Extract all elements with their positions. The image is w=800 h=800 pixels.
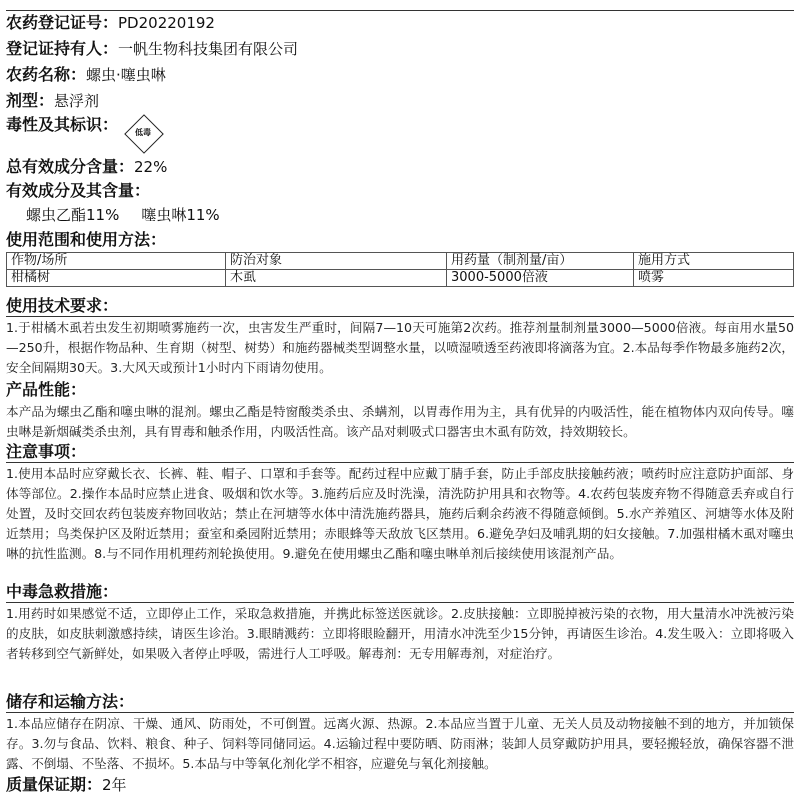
shelf-life-row — [6, 774, 127, 796]
section-divider — [6, 462, 794, 463]
cautions-title: 注意事项： — [6, 442, 87, 461]
name-label: 农药名称： — [6, 65, 87, 84]
table-header-cell: 用药量（制剂量/亩） — [447, 253, 634, 270]
storage-text: 1.本品应储存在阴凉、干燥、通风、防雨处，不可倒置。远离火源、热源。2.本品应当置于儿童、无关人员及动物接触不到的地方，并加锁保存。3.勿与食品、饮料、粮食、种子、饲料等同储同运。4.运输过程中要防晒、防雨淋；装卸人员穿戴防护用具，要轻搬轻放，确保容器不泄露、不倒塌、不坠落、不损坏。5.本品与中等氧化剂化学不相容，应避免与氧化剂接触。 — [6, 716, 794, 771]
registration-row — [6, 12, 215, 34]
ingredient-item: 噻虫啉11% — [141, 206, 220, 224]
usage-table — [6, 252, 794, 287]
usage-title: 使用范围和使用方法： — [6, 230, 167, 249]
registration-label: 农药登记证号： — [6, 13, 119, 32]
shelf-life-value: 2年 — [102, 776, 127, 794]
total-content-value: 22% — [134, 158, 168, 176]
performance-text: 本产品为螺虫乙酯和噻虫啉的混剂。螺虫乙酯是特窗酸类杀虫、杀螨剂，以胃毒作用为主，具有优异的内吸活性，能在植物体内双向传导。噻虫啉是新烟碱类杀虫剂，具有胃毒和触杀作用，内吸活性高。该产品对刺吸式口器害虫木虱有防效，持效期较长。 — [6, 404, 794, 439]
total-content-label: 总有效成分含量： — [6, 157, 135, 176]
top-divider — [6, 10, 794, 11]
section-divider — [6, 602, 794, 603]
formulation-label: 剂型： — [6, 91, 55, 110]
holder-label: 登记证持有人： — [6, 39, 119, 58]
performance-title: 产品性能： — [6, 380, 87, 399]
ingredients-row — [6, 180, 150, 202]
ingredients-list — [26, 204, 220, 226]
section-divider — [6, 712, 794, 713]
name-row — [6, 64, 166, 86]
cautions-text: 1.使用本品时应穿戴长衣、长裤、鞋、帽子、口罩和手套等。配药过程中应戴丁腈手套，防止手部皮肤接触药液；喷药时应注意防护面部、身体等部位。2.操作本品时应禁止进食、吸烟和饮水等。3.施药后应及时洗澡，清洗防护用具和衣物等。4.农药包装废弃物不得随意丢弃或自行处置，及时交回农药包装废弃物回收站；禁止在河塘等水体中清洗施药器具，施药后剩余药液不得随意倾倒。5.水产养殖区、河塘等水体及附近禁用；鸟类保护区及附近禁用；蚕室和桑园附近禁用；赤眼蜂等天敌放飞区禁用。6.避免孕妇及哺乳期的妇女接触。7.加强柑橘木虱对噻虫啉的抗性监测。8.与不同作用机理药剂轮换使用。9.避免在使用螺虫乙酯和噻虫啉单剂后接续使用该混剂产品。 — [6, 466, 794, 561]
table-header-row — [7, 253, 794, 270]
tech-text: 1.于柑橘木虱若虫发生初期喷雾施药一次，虫害发生严重时，间隔7—10天可施第2次药。推荐剂量制剂量3000—5000倍液。每亩用水量50—250升，根据作物品种、生育期（树型、树势）和施药器械类型调整水量，以喷湿喷透至药液即将滴落为宜。2.本品每季作物最多施药2次，安全间隔期30天。3.大风天或预计1小时内下雨请勿使用。 — [6, 320, 794, 375]
firstaid-text: 1.用药时如果感觉不适，立即停止工作，采取急救措施，并携此标签送医就诊。2.皮肤接触：立即脱掉被污染的衣物，用大量清水冲洗被污染的皮肤，如皮肤刺激感持续，请医生诊治。3.眼睛溅药：立即将眼睑翻开，用清水冲洗至少15分钟，再请医生诊治。4.发生吸入：立即将吸入者转移到空气新鲜处，如果吸入者停止呼吸，需进行人工呼吸。解毒剂：无专用解毒剂，对症治疗。 — [6, 606, 794, 661]
firstaid-title: 中毒急救措施： — [6, 582, 119, 601]
shelf-life-label: 质量保证期： — [6, 775, 103, 794]
toxicity-badge-text: 低毒 — [135, 128, 151, 137]
formulation-value: 悬浮剂 — [54, 92, 100, 110]
toxicity-row — [6, 114, 118, 136]
ingredient-item: 螺虫乙酯11% — [26, 206, 120, 224]
storage-title: 储存和运输方法： — [6, 692, 135, 711]
table-header-cell: 施用方式 — [634, 253, 794, 270]
table-header-cell: 防治对象 — [226, 253, 447, 270]
section-divider — [6, 316, 794, 317]
formulation-row — [6, 90, 99, 112]
table-cell: 木虱 — [226, 270, 447, 287]
name-value: 螺虫·噻虫啉 — [86, 66, 166, 84]
table-row — [7, 270, 794, 287]
table-header-cell: 作物/场所 — [7, 253, 226, 270]
holder-value: 一帆生物科技集团有限公司 — [118, 40, 299, 58]
table-cell: 喷雾 — [634, 270, 794, 287]
total-content-row — [6, 156, 167, 178]
toxicity-label: 毒性及其标识： — [6, 115, 119, 134]
holder-row — [6, 38, 298, 60]
registration-value: PD20220192 — [118, 14, 215, 32]
tech-title: 使用技术要求： — [6, 296, 119, 315]
ingredients-label: 有效成分及其含量： — [6, 181, 151, 200]
table-cell: 柑橘树 — [7, 270, 226, 287]
table-cell: 3000-5000倍液 — [447, 270, 634, 287]
